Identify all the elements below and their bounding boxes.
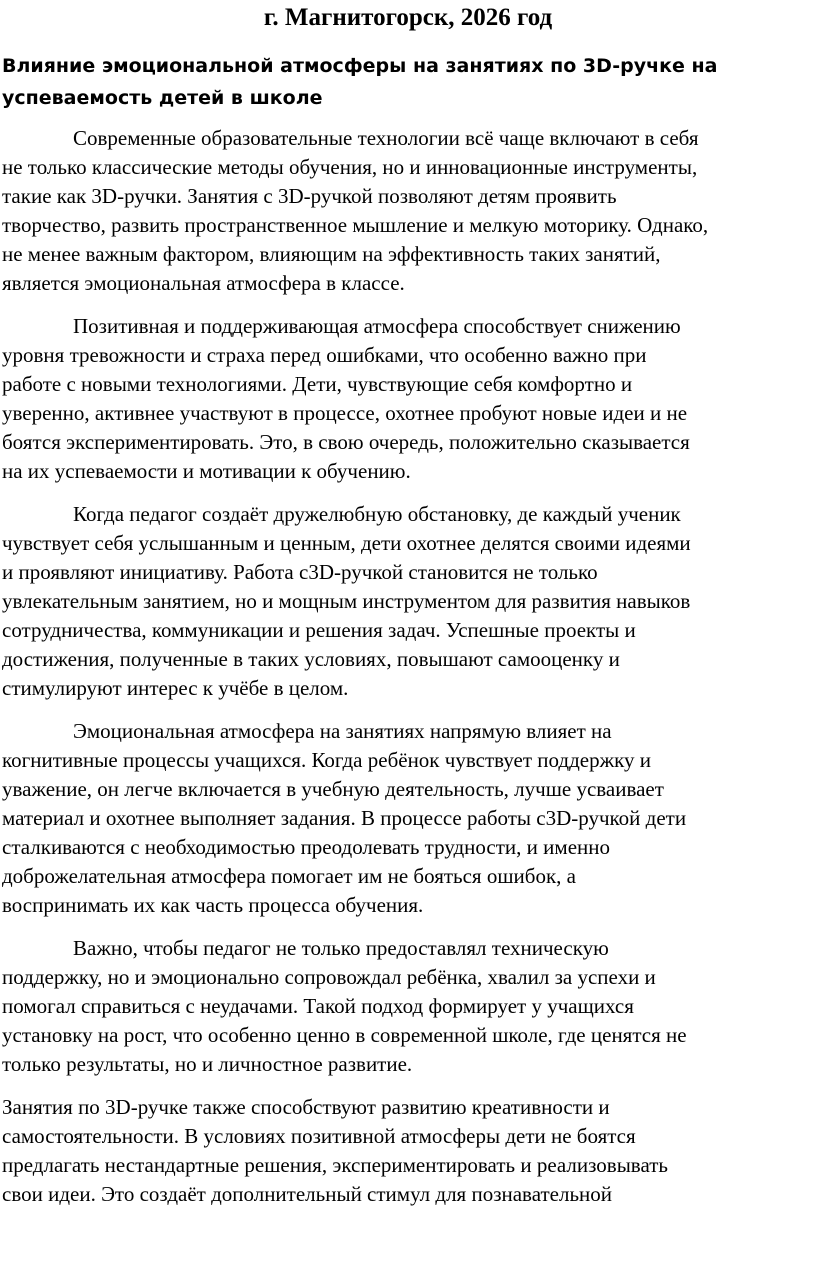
- text-line: установку на рост, что особенно ценно в современной школе, где ценятся не: [2, 1023, 687, 1047]
- paragraph-1: [2, 124, 816, 298]
- text-line: уровня тревожности и страха перед ошибками, что особенно важно при: [2, 343, 647, 367]
- text-line: уважение, он легче включается в учебную деятельность, лучше усваивает: [2, 777, 664, 801]
- text-line: сотрудничества, коммуникации и решения задач. Успешные проекты и: [2, 618, 636, 642]
- text-line: достижения, полученные в таких условиях, повышают самооценку и: [2, 647, 620, 671]
- paragraph-2: [2, 312, 816, 486]
- text-line: работе с новыми технологиями. Дети, чувствующие себя комфортно и: [2, 372, 633, 396]
- text-line: Эмоциональная атмосфера на занятиях напрямую влияет на: [73, 719, 612, 743]
- text-line: поддержку, но и эмоционально сопровождал ребёнка, хвалил за успехи и: [2, 965, 656, 989]
- text-line: Важно, чтобы педагог не только предоставлял техническую: [73, 936, 609, 960]
- text-line: предлагать нестандартные решения, экспериментировать и реализовывать: [2, 1153, 668, 1177]
- text-line: Позитивная и поддерживающая атмосфера способствует снижению: [73, 314, 681, 338]
- text-line: воспринимать их как часть процесса обучения.: [2, 893, 424, 917]
- text-line: стимулируют интерес к учёбе в целом.: [2, 676, 349, 700]
- paragraph-3: [2, 500, 816, 703]
- text-line: сталкиваются с необходимостью преодолевать трудности, и именно: [2, 835, 610, 859]
- paragraph-4: [2, 717, 816, 920]
- text-line: Современные образовательные технологии всё чаще включают в себя: [73, 126, 699, 150]
- paragraph-5: [2, 934, 816, 1079]
- article-title: [2, 50, 802, 114]
- text-line: когнитивные процессы учащихся. Когда ребёнок чувствует поддержку и: [2, 748, 652, 772]
- text-line: Когда педагог создаёт дружелюбную обстановку, де каждый ученик: [73, 502, 681, 526]
- text-line: увлекательным занятием, но и мощным инструментом для развития навыков: [2, 589, 691, 613]
- text-line: и проявляют инициативу. Работа с3D-ручкой становится не только: [2, 560, 598, 584]
- paragraph-6: [2, 1093, 816, 1209]
- article-body: [2, 124, 816, 1223]
- text-line: Занятия по 3D-ручке также способствуют развитию креативности и: [2, 1095, 610, 1119]
- text-line: помогал справиться с неудачами. Такой подход формирует у учащихся: [2, 994, 634, 1018]
- text-line: чувствует себя услышанным и ценным, дети охотнее делятся своими идеями: [2, 531, 691, 555]
- text-line: не только классические методы обучения, но и инновационные инструменты,: [2, 155, 698, 179]
- article-title-line: Влияние эмоциональной атмосферы на занятиях по 3D-ручке на: [2, 55, 718, 77]
- text-line: свои идеи. Это создаёт дополнительный стимул для познавательной: [2, 1182, 613, 1206]
- article-title-line: успеваемость детей в школе: [2, 87, 323, 109]
- text-line: боятся экспериментировать. Это, в свою очередь, положительно сказывается: [2, 430, 690, 454]
- city-year-heading: г. Магнитогорск, 2026 год: [263, 4, 553, 31]
- text-line: только результаты, но и личностное развитие.: [2, 1052, 413, 1076]
- text-line: уверенно, активнее участвуют в процессе, охотнее пробуют новые идеи и не: [2, 401, 688, 425]
- text-line: является эмоциональная атмосфера в классе.: [2, 271, 405, 295]
- text-line: доброжелательная атмосфера помогает им не бояться ошибок, а: [2, 864, 576, 888]
- text-line: самостоятельности. В условиях позитивной атмосферы дети не боятся: [2, 1124, 636, 1148]
- text-line: материал и охотнее выполняет задания. В процессе работы с3D-ручкой дети: [2, 806, 687, 830]
- text-line: на их успеваемости и мотивации к обучению.: [2, 459, 411, 483]
- text-line: не менее важным фактором, влияющим на эффективность таких занятий,: [2, 242, 661, 266]
- text-line: такие как 3D-ручки. Занятия с 3D-ручкой позволяют детям проявить: [2, 184, 617, 208]
- text-line: творчество, развить пространственное мышление и мелкую моторику. Однако,: [2, 213, 709, 237]
